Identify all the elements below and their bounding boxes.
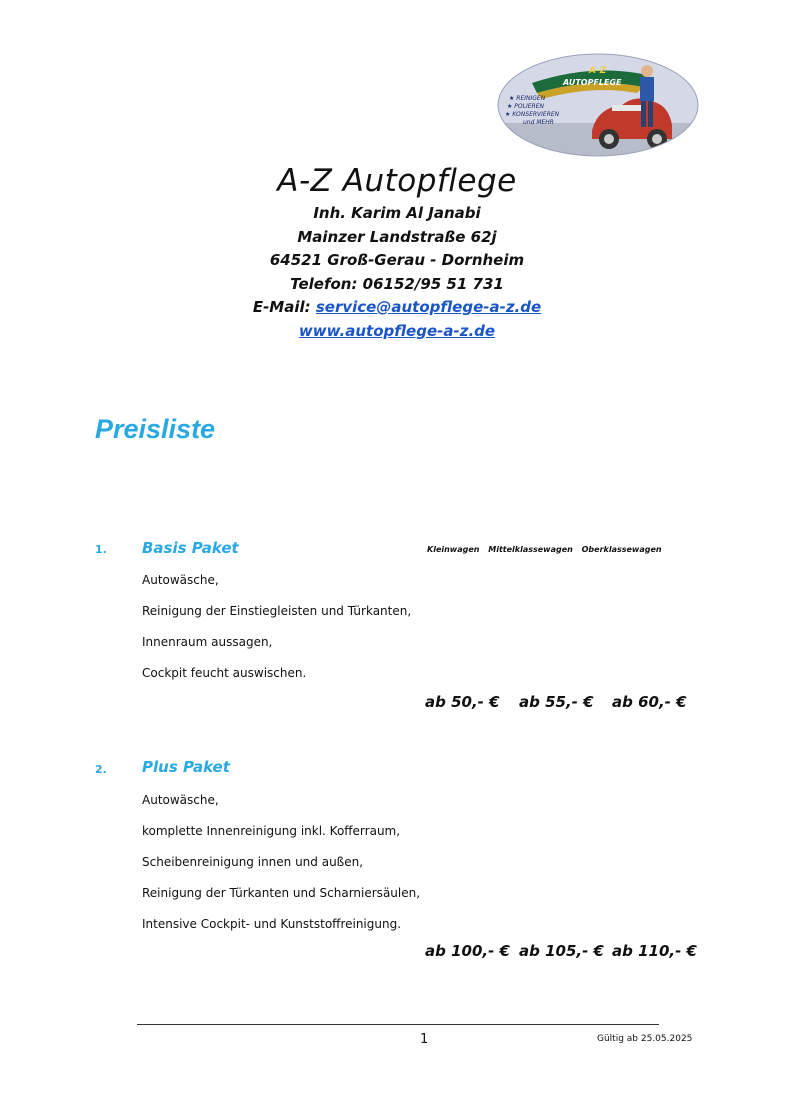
vehicle-class: Oberklassewagen — [581, 545, 662, 554]
vehicle-class-header — [427, 545, 667, 554]
price: ab 100,- € — [425, 942, 510, 960]
phone-line: Telefon: 06152/95 51 731 — [290, 274, 504, 293]
logo-item: ★ REINIGEN — [509, 95, 546, 102]
price: ab 55,- € — [519, 693, 594, 711]
price: ab 50,- € — [425, 693, 500, 711]
service-item: Intensive Cockpit- und Kunststoffreinigung. — [142, 917, 402, 931]
service-item: Scheibenreinigung innen und außen, — [142, 855, 364, 869]
footer-divider — [137, 1024, 659, 1025]
package-services — [142, 565, 411, 689]
service-item: Cockpit feucht auswischen. — [142, 666, 307, 680]
service-item: Reinigung der Einstiegleisten und Türkanten, — [142, 604, 412, 618]
vehicle-class: Mittelklassewagen — [488, 545, 573, 554]
owner-line: Inh. Karim Al Janabi — [313, 204, 481, 222]
email-link[interactable]: service@autopflege-a-z.de — [315, 298, 542, 316]
price: ab 110,- € — [612, 942, 697, 960]
package-name: Plus Paket — [142, 758, 230, 776]
service-item: Reinigung der Türkanten und Scharniersäulen, — [142, 886, 421, 900]
package-name: Basis Paket — [142, 539, 239, 557]
website-line — [150, 320, 644, 344]
website-link[interactable]: www.autopflege-a-z.de — [298, 321, 496, 340]
page-title: Preisliste — [95, 414, 216, 444]
logo-item: und MEHR — [523, 119, 554, 126]
service-item: Autowäsche, — [142, 573, 219, 587]
letterhead — [150, 160, 644, 343]
city-line: 64521 Groß-Gerau - Dornheim — [269, 251, 525, 269]
logo-item: ★ KONSERVIEREN — [505, 111, 560, 118]
page-number: 1 — [420, 1032, 429, 1047]
validity-note: Gültig ab 25.05.2025 — [597, 1034, 693, 1044]
service-item: Innenraum aussagen, — [142, 635, 273, 649]
street-line: Mainzer Landstraße 62j — [297, 227, 497, 246]
service-item: komplette Innenreinigung inkl. Kofferraum, — [142, 824, 401, 838]
logo-name: AUTOPFLEGE — [563, 78, 622, 87]
email-label: E-Mail: — [252, 298, 316, 316]
price: ab 105,- € — [519, 942, 604, 960]
price: ab 60,- € — [612, 693, 687, 711]
vehicle-class: Kleinwagen — [427, 545, 480, 554]
package-services — [142, 785, 420, 940]
package-number: 2. — [95, 763, 107, 776]
logo-brand: A-Z — [589, 66, 607, 76]
logo-item: ★ POLIEREN — [507, 103, 544, 110]
company-logo — [497, 53, 699, 157]
service-item: Autowäsche, — [142, 793, 219, 807]
email-line — [150, 296, 644, 320]
package-number: 1. — [95, 543, 107, 556]
company-name: A-Z Autopflege — [277, 163, 517, 199]
